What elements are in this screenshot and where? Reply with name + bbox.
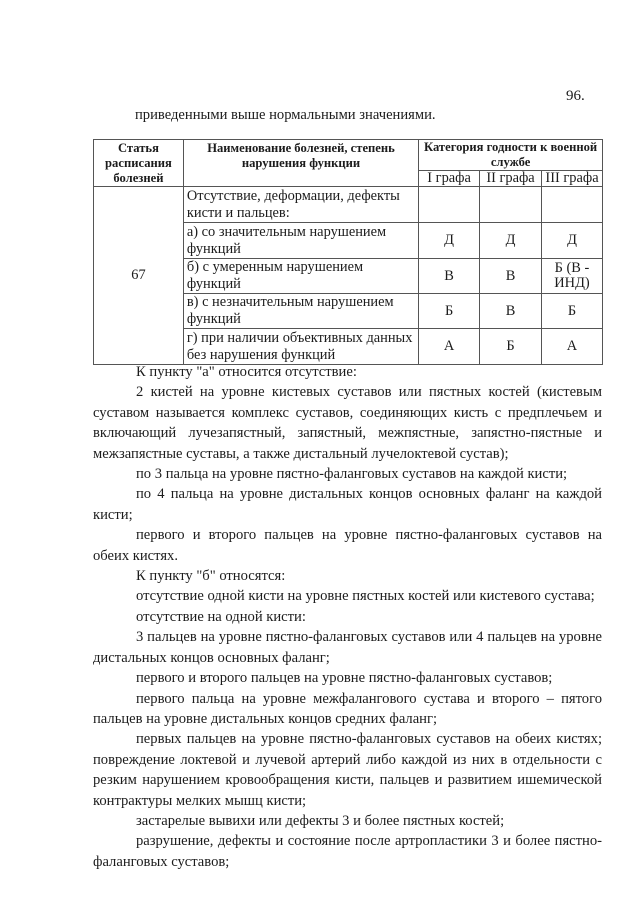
empty-cell — [419, 187, 480, 223]
paragraph: первых пальцев на уровне пястно-фаланговых суставов на обеих кистях; повреждение локтевой и лучевой артерий либо каждой из них в отдельности с резким нарушением кровообращения кисти, пальцев и развитием ишемической контрактуры мелких мышц кисти; — [93, 731, 602, 809]
body-text — [93, 362, 602, 872]
row-desc: в) с незначительным нарушением функций — [183, 294, 418, 329]
paragraph: 3 пальцев на уровне пястно-фаланговых суставов или 4 пальцев на уровне дистальных концов основных фаланг; — [93, 629, 602, 666]
graf-3-value: Б (В - ИНД) — [541, 259, 602, 294]
graf-1-value: А — [419, 329, 480, 365]
row-desc: г) при наличии объективных данных без нарушения функций — [183, 329, 418, 365]
header-category: Категория годности к военной службе — [419, 140, 603, 171]
graf-1-value: Д — [419, 223, 480, 259]
intro-line: приведенными выше нормальными значениями. — [135, 107, 436, 123]
page-number: 96. — [566, 88, 585, 104]
paragraph: первого пальца на уровне межфалангового сустава и второго – пятого пальцев на уровне дистальных концов средних фаланг; — [93, 690, 602, 727]
paragraph: К пункту "б" относятся: — [136, 568, 286, 585]
paragraph: первого и второго пальцев на уровне пястно-фаланговых суставов; — [136, 670, 553, 687]
paragraph: по 3 пальца на уровне пястно-фаланговых суставов на каждой кисти; — [136, 466, 568, 483]
paragraph: по 4 пальца на уровне дистальных концов основных фаланг на каждой кисти; — [93, 486, 602, 523]
row-desc: б) с умеренным нарушением функций — [183, 259, 418, 294]
header-graf-2: II графа — [480, 171, 542, 187]
graf-2-value: Д — [480, 223, 542, 259]
paragraph: застарелые вывихи или дефекты 3 и более пястных костей; — [136, 812, 505, 829]
empty-cell — [480, 187, 542, 223]
header-disease: Наименование болезней, степень нарушения функции — [183, 140, 418, 187]
graf-2-value: Б — [480, 329, 542, 365]
paragraph: 2 кистей на уровне кистевых суставов или пястных костей (кистевым суставом называется комплекс суставов, соединяющих кисть с предплечьем и включающий лучезапястный, запястный, межпястные, запястно-пястные и межзапястные суставы, а также дистальный лучелоктевой сустав); — [93, 384, 602, 462]
graf-2-value: В — [480, 259, 542, 294]
graf-2-value: В — [480, 294, 542, 329]
paragraph: отсутствие на одной кисти: — [136, 608, 306, 625]
article-number: 67 — [94, 187, 184, 365]
row-title: Отсутствие, деформации, дефекты кисти и пальцев: — [183, 187, 418, 223]
graf-3-value: Б — [541, 294, 602, 329]
paragraph: разрушение, дефекты и состояние после артропластики 3 и более пястно-фаланговых суставов; — [93, 833, 602, 870]
row-desc: а) со значительным нарушением функций — [183, 223, 418, 259]
paragraph: первого и второго пальцев на уровне пястно-фаланговых суставов на обеих кистях. — [93, 527, 602, 564]
header-graf-3: III графа — [541, 171, 602, 187]
graf-3-value: Д — [541, 223, 602, 259]
graf-1-value: В — [419, 259, 480, 294]
disease-schedule-table — [93, 139, 603, 365]
header-article: Статья расписания болезней — [94, 140, 184, 187]
empty-cell — [541, 187, 602, 223]
graf-1-value: Б — [419, 294, 480, 329]
graf-3-value: А — [541, 329, 602, 365]
table-row — [94, 187, 603, 223]
paragraph: К пункту "а" относится отсутствие: — [136, 364, 357, 380]
paragraph: отсутствие одной кисти на уровне пястных костей или кистевого сустава; — [136, 588, 595, 605]
header-graf-1: I графа — [419, 171, 480, 187]
